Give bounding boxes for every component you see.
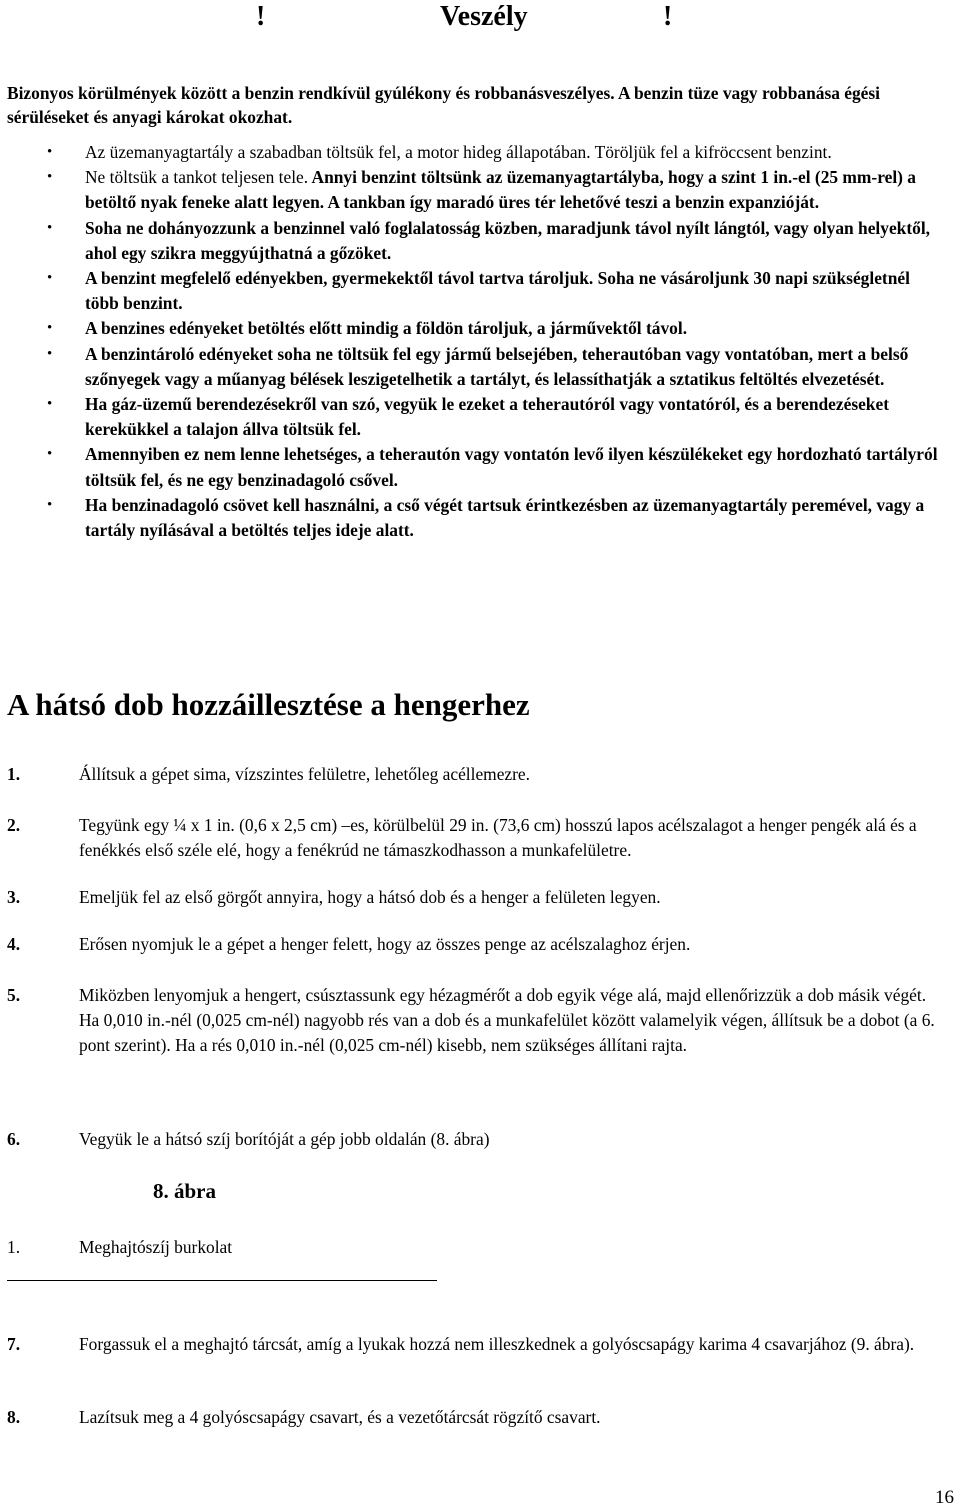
warning-exclamation-right: ! <box>663 1 673 32</box>
page-number: 16 <box>935 1487 954 1508</box>
bullet-text: Ha gáz-üzemű berendezésekről van szó, vegyük le ezeket a teherautóról vagy vontatóról, és a berendezéseket kerekükkel a talajon állva töltsük fel. <box>85 394 889 440</box>
bullet-text-normal: Ne töltsük a tankot teljesen tele. <box>85 167 309 188</box>
figure-placeholder-line <box>7 1280 437 1281</box>
list-item <box>0 342 960 392</box>
list-item <box>0 140 960 165</box>
bullet-text: Ha benzinadagoló csövet kell használni, a cső végét tartsuk érintkezésben az üzemanyagtartály peremével, vagy a tartály nyílásával a betöltés teljes ideje alatt. <box>85 494 925 541</box>
step-text <box>79 983 957 1059</box>
step-text: Forgassuk el a meghajtó tárcsát, amíg a lyukak hozzá nem illeszkednek a golyóscsapágy karima 4 csavarjához (9. ábra). <box>79 1334 915 1354</box>
warning-exclamation-left: ! <box>256 1 266 32</box>
warning-title <box>0 0 960 34</box>
step-text-part-2: Ha 0,010 in.-nél (0,025 cm-nél) nagyobb rés van a dob és a munkafelület között valamelyik végen, állítsuk be a dobot (a 6. pont szerint). Ha a rés 0,010 in.-nél (0,025 cm-nél) kisebb, nem szükséges állítani rajta. <box>79 1010 935 1056</box>
legend-text: Meghajtószíj burkolat <box>79 1237 233 1257</box>
bullet-text: Amennyiben ez nem lenne lehetséges, a teherautón vagy vontatón levő ilyen készülékeket egy hordozható tartályról töltsük fel, és ne egy benzinadagoló csővel. <box>85 444 938 490</box>
bullet-text: A benzines edényeket betöltés előtt mindig a földön tároljuk, a járművektől távol. <box>85 318 688 339</box>
bullet-text: A benzint megfelelő edényekben, gyermekektől távol tartva tároljuk. Soha ne vásároljunk 30 napi szükségletnél több benzint. <box>85 268 910 314</box>
step-number: 7. <box>7 1334 21 1354</box>
list-item <box>0 165 960 215</box>
step-number: 8. <box>7 1407 21 1427</box>
step-text-part-1: Miközben lenyomjuk a hengert, csúsztassunk egy hézagmérőt a dob egyik vége alá, majd ellenőrizzük a dob másik végét. <box>79 985 927 1005</box>
step-text: Erősen nyomjuk le a gépet a henger felett, hogy az összes penge az acélszalaghoz érjen. <box>79 934 691 954</box>
bullet-icon: • <box>47 144 53 160</box>
bullet-icon: • <box>47 496 53 513</box>
bullet-icon: • <box>47 320 53 337</box>
step-number: 3. <box>7 887 21 907</box>
bullet-text: Az üzemanyagtartály a szabadban töltsük fel, a motor hideg állapotában. Töröljük fel a kifröccsent benzint. <box>85 142 832 162</box>
bullet-icon: • <box>47 396 53 413</box>
list-item <box>0 316 960 341</box>
bullet-icon: • <box>47 219 53 236</box>
step-number: 5. <box>7 985 21 1005</box>
list-item <box>0 442 960 492</box>
bullet-text-bold: Annyi benzint töltsünk az üzemanyagtartályba, hogy a szint 1 in.-el (25 mm-rel) a betöltő nyak feneke alatt legyen. A tankban így maradó üres tér lehetővé teszi a benzin expanzióját. <box>85 167 916 213</box>
step-text: Lazítsuk meg a 4 golyóscsapágy csavart, és a vezetőtárcsát rögzítő csavart. <box>79 1407 601 1427</box>
bullet-icon: • <box>47 345 53 362</box>
figure-caption: 8. ábra <box>153 1179 216 1203</box>
step-text: Állítsuk a gépet sima, vízszintes felületre, lehetőleg acéllemezre. <box>79 764 531 784</box>
step-number: 1. <box>7 764 21 784</box>
section-heading: A hátsó dob hozzáillesztése a hengerhez <box>7 687 530 722</box>
list-item <box>0 493 960 543</box>
warning-word: Veszély <box>440 1 528 32</box>
safety-bullet-list <box>0 140 960 543</box>
step-text: Emeljük fel az első görgőt annyira, hogy a hátsó dob és a henger a felületen legyen. <box>79 887 661 907</box>
step-number: 4. <box>7 934 21 954</box>
bullet-icon: • <box>47 169 53 186</box>
list-item <box>0 266 960 316</box>
bullet-text: Soha ne dohányozzunk a benzinnel való foglalatosság közben, maradjunk távol nyílt lángtól, vagy olyan helyektől, ahol egy szikra meggyújthatná a gőzöket. <box>85 217 931 263</box>
warning-intro-paragraph: Bizonyos körülmények között a benzin rendkívül gyúlékony és robbanásveszélyes. A benzin tüze vagy robbanása égési sérüléseket és anyagi károkat okozhat. <box>7 83 881 128</box>
bullet-icon: • <box>47 270 53 287</box>
list-item <box>0 216 960 266</box>
list-item <box>0 392 960 442</box>
bullet-text: A benzintároló edényeket soha ne töltsük fel egy jármű belsejében, teherautóban vagy vontatóban, mert a belső szőnyegek vagy a műanyag bélések leszigetelhetik a tartályt, és lelassíthatják a sztatikus feltöltés elvezetését. <box>85 343 909 389</box>
bullet-icon: • <box>47 446 53 463</box>
step-text: Vegyük le a hátsó szíj borítóját a gép jobb oldalán (8. ábra) <box>79 1129 490 1149</box>
step-number: 2. <box>7 815 21 835</box>
legend-number: 1. <box>7 1237 21 1257</box>
step-number: 6. <box>7 1129 21 1149</box>
step-text: Tegyünk egy ¼ x 1 in. (0,6 x 2,5 cm) –es, körülbelül 29 in. (73,6 cm) hosszú lapos acélszalagot a henger pengék alá és a fenékkés első széle elé, hogy a fenékrúd ne támaszkodhasson a munkafelületre. <box>79 815 917 861</box>
